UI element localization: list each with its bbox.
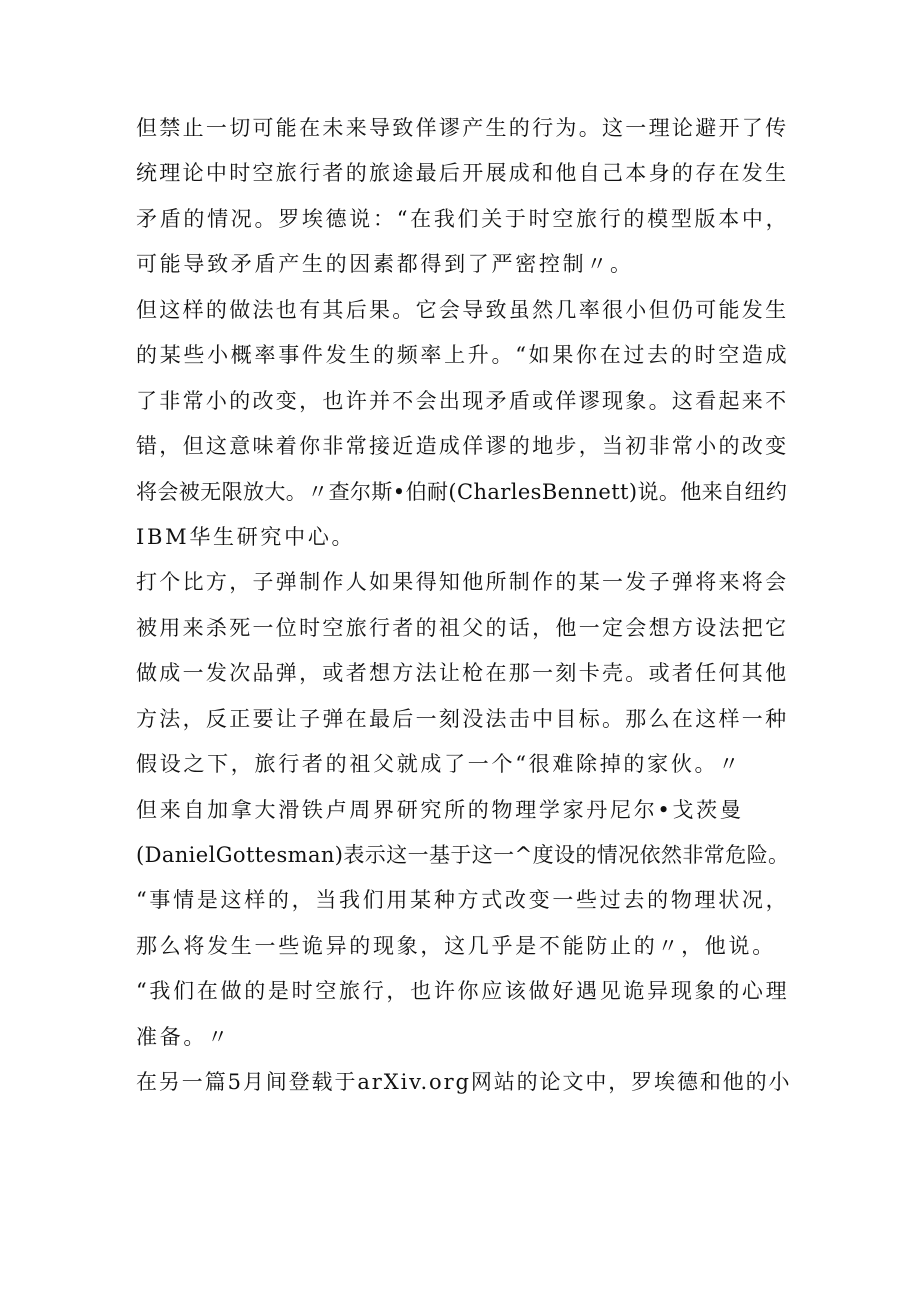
text-line: 可能导致矛盾产生的因素都得到了严密控制〃。 xyxy=(136,252,634,277)
body-text xyxy=(136,106,791,1106)
text-line: 的某些小概率事件发生的频率上升。“如果你在过去的时空造成 xyxy=(136,343,790,368)
text-line: 将会被无限放大。〃查尔斯•伯耐(CharlesBennett)说。他来自纽约 xyxy=(136,479,788,504)
text-line: 在另一篇5月间登载于arXiv.org网站的论文中，罗埃德和他的小 xyxy=(136,1070,792,1095)
text-line: 假设之下，旅行者的祖父就成了一个“很难除掉的家伙。〃 xyxy=(136,752,742,777)
text-line: “事情是这样的，当我们用某种方式改变一些过去的物理状况， xyxy=(136,888,790,913)
text-line: 矛盾的情况。罗埃德说：“在我们关于时空旅行的模型版本中， xyxy=(136,206,790,231)
text-line: 做成一发次品弹，或者想方法让枪在那一刻卡壳。或者任何其他 xyxy=(136,661,789,686)
text-line: 但来自加拿大滑铁卢周界研究所的物理学家丹尼尔•戈茨曼 xyxy=(136,797,744,822)
text-line: “我们在做的是时空旅行，也许你应该做好遇见诡异现象的心理 xyxy=(136,979,790,1004)
text-line: 那么将发生一些诡异的现象，这几乎是不能防止的〃，他说。 xyxy=(136,933,776,958)
text-line: 错，但这意味着你非常接近造成佯谬的地步，当初非常小的改变 xyxy=(136,434,789,459)
text-line: 方法，反正要让子弹在最后一刻没法击中目标。那么在这样一种 xyxy=(136,706,789,731)
text-line: 但禁止一切可能在未来导致佯谬产生的行为。这一理论避开了传 xyxy=(136,116,789,140)
text-line: IBM华生研究中心。 xyxy=(136,524,356,549)
text-line: 准备。〃 xyxy=(136,1024,231,1049)
text-line: 了非常小的改变，也许并不会出现矛盾或佯谬现象。这看起来不 xyxy=(136,388,789,413)
text-line: (DanielGottesman)表示这一基于这一^度设的情况依然非常危险。 xyxy=(136,843,790,867)
text-line: 统理论中时空旅行者的旅途最后开展成和他自己本身的存在发生 xyxy=(136,161,789,186)
text-line: 打个比方，子弹制作人如果得知他所制作的某一发子弹将来将会 xyxy=(136,570,789,595)
text-line: 但这样的做法也有其后果。它会导致虽然几率很小但仍可能发生 xyxy=(136,297,789,322)
text-line: 被用来杀死一位时空旅行者的祖父的话，他一定会想方设法把它 xyxy=(136,615,789,640)
